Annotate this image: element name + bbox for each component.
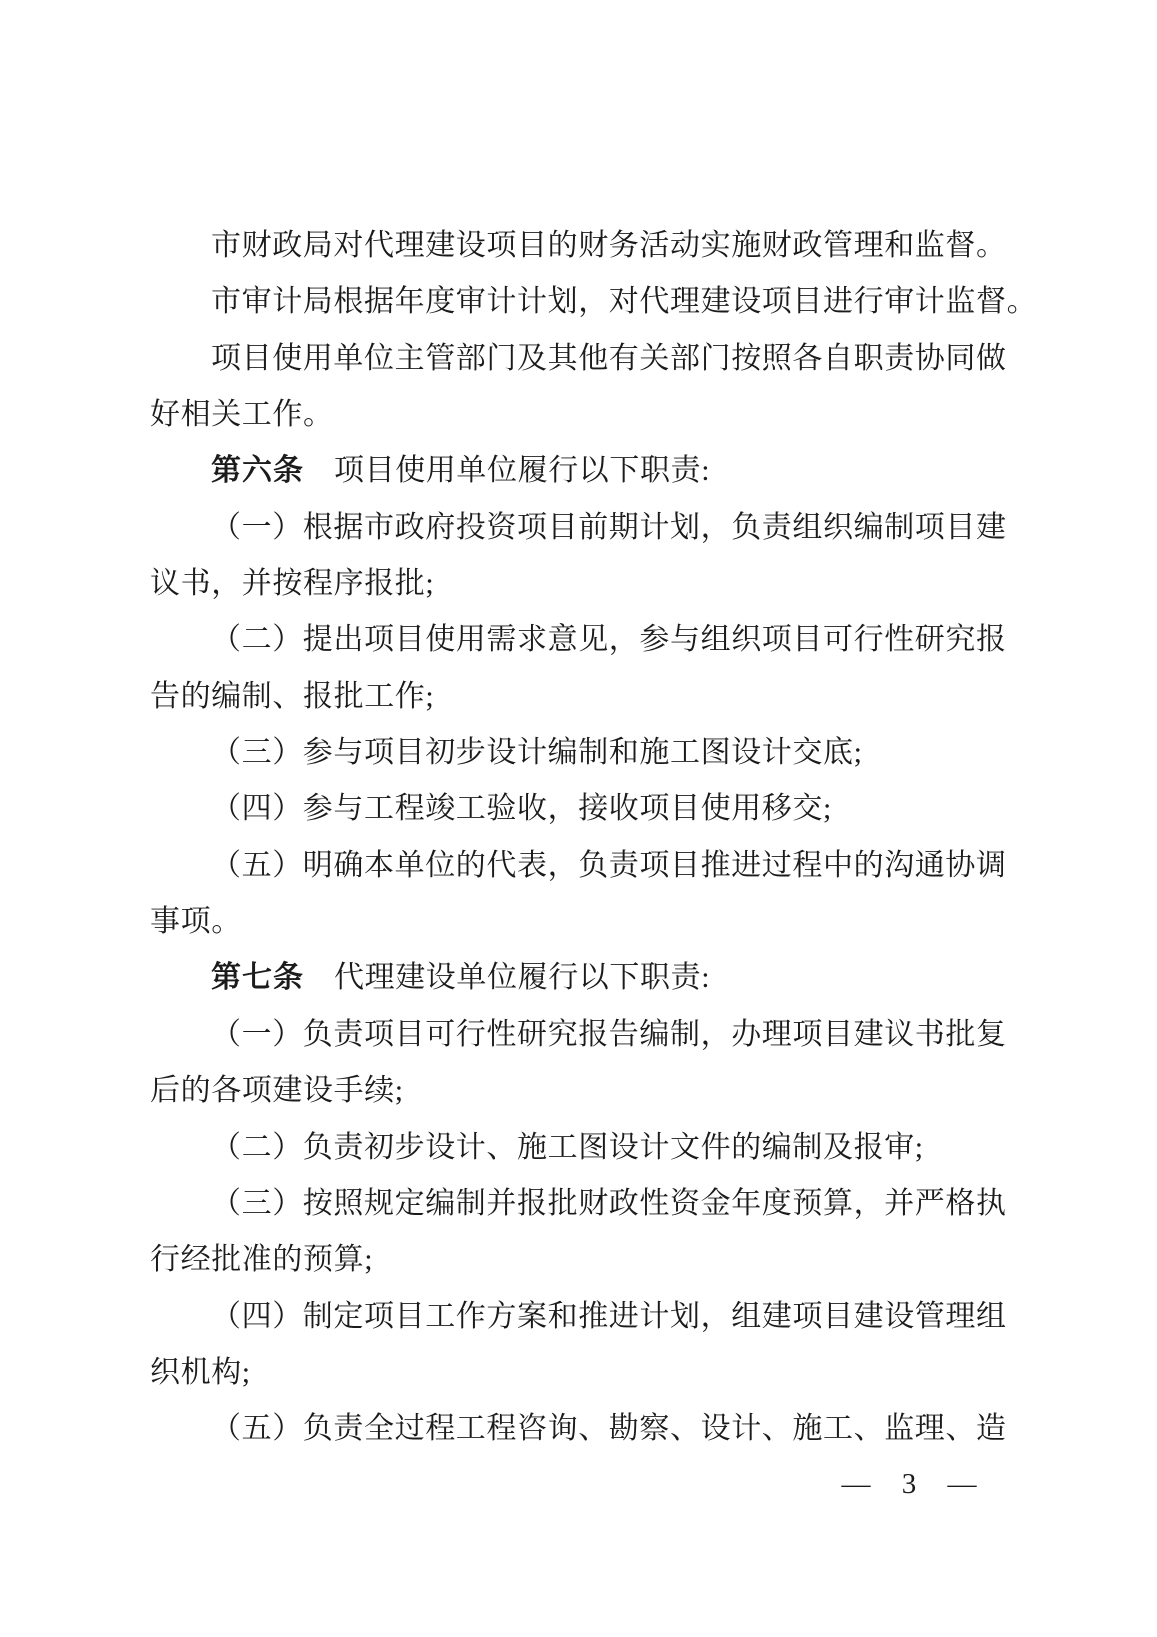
text-line: 市财政局对代理建设项目的财务活动实施财政管理和监督。: [211, 229, 1007, 262]
text-line: 市审计局根据年度审计计划，对代理建设项目进行审计监督。: [211, 285, 1038, 319]
text-line: 后的各项建设手续;: [150, 1074, 404, 1108]
text-line: 议书，并按程序报批;: [150, 567, 435, 601]
document-text: [150, 218, 1038, 1458]
text-line: （二）负责初步设计、施工图设计文件的编制及报审;: [211, 1130, 924, 1164]
text-line: 好相关工作。: [150, 398, 334, 432]
text-line: [150, 443, 1030, 499]
article-title-text: 代理建设单位履行以下职责:: [334, 961, 711, 995]
text-line: （四）参与工程竣工验收，接收项目使用移交;: [211, 792, 832, 826]
text-line: 行经批准的预算;: [150, 1243, 374, 1277]
text-line: [150, 950, 1030, 1006]
text-line: （四）制定项目工作方案和推进计划，组建项目建设管理组: [211, 1299, 1007, 1333]
text-line: （三）参与项目初步设计编制和施工图设计交底;: [211, 736, 863, 770]
article-number-heading: 第六条: [211, 454, 304, 488]
text-line: （一）根据市政府投资项目前期计划，负责组织编制项目建: [211, 510, 1007, 544]
text-line: 事项。: [150, 905, 242, 939]
article-title-text: 项目使用单位履行以下职责:: [334, 454, 711, 488]
text-line: （二）提出项目使用需求意见，参与组织项目可行性研究报: [211, 623, 1007, 657]
text-line: （三）按照规定编制并报批财政性资金年度预算，并严格执: [211, 1186, 1007, 1220]
text-line: 织机构;: [150, 1355, 251, 1389]
text-line: （五）明确本单位的代表，负责项目推进过程中的沟通协调: [211, 848, 1007, 882]
text-line: 告的编制、报批工作;: [150, 679, 435, 713]
article-number-heading: 第七条: [211, 961, 304, 995]
page-number: — 3 —: [841, 1468, 977, 1500]
text-line: 项目使用单位主管部门及其他有关部门按照各自职责协同做: [211, 341, 1007, 375]
text-line: （五）负责全过程工程咨询、勘察、设计、施工、监理、造: [211, 1412, 1007, 1446]
text-line: （一）负责项目可行性研究报告编制，办理项目建议书批复: [211, 1017, 1007, 1051]
